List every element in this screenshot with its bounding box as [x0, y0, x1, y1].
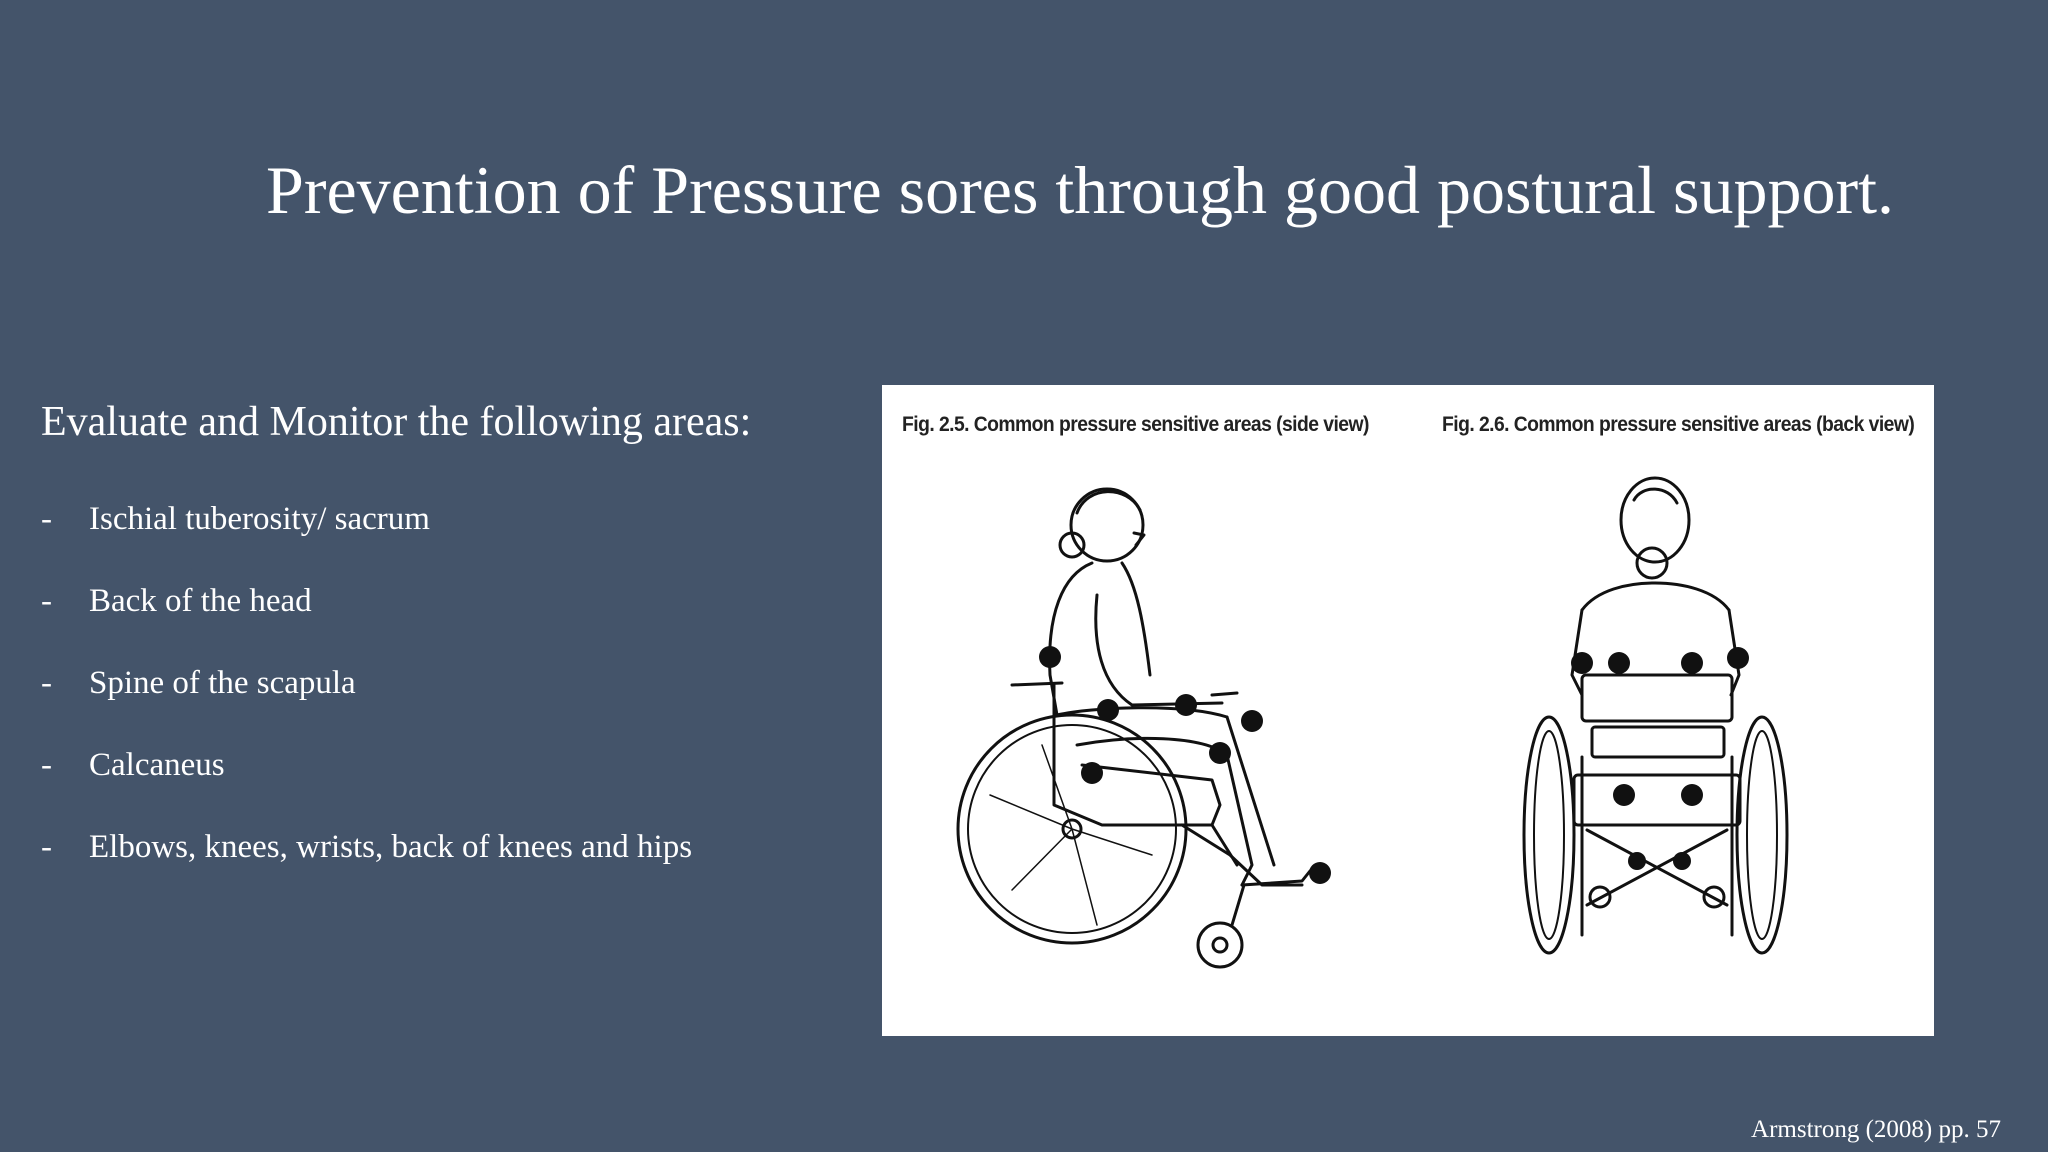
figure-caption-side-view: Fig. 2.5. Common pressure sensitive areas (side view) [902, 413, 1369, 436]
bullet-text: Elbows, knees, wrists, back of knees and hips [89, 829, 693, 865]
pressure-point-right-elbow [1727, 647, 1749, 669]
back-view-wheelchair-illustration [1524, 478, 1787, 953]
pressure-point-left-heel [1628, 852, 1646, 870]
bullet-list [41, 494, 692, 904]
pressure-point-left-ischial [1613, 784, 1635, 806]
pressure-point-right-heel [1673, 852, 1691, 870]
pressure-point-left-scapula [1608, 652, 1630, 674]
pressure-point-elbow [1097, 699, 1119, 721]
figure-caption-back-view: Fig. 2.6. Common pressure sensitive areas (back view) [1442, 413, 1915, 436]
right-rear-wheel-icon [1737, 717, 1787, 953]
pressure-point-left-elbow [1571, 652, 1593, 674]
intro-text: Evaluate and Monitor the following areas: [41, 399, 752, 445]
bullet-dash: - [41, 829, 52, 865]
slide-title: Prevention of Pressure sores through good postural support. [266, 152, 1895, 228]
pressure-point-right-ischial [1681, 784, 1703, 806]
pressure-point-back-of-knee [1209, 742, 1231, 764]
left-rear-wheel-icon [1524, 717, 1574, 953]
pressure-point-knee [1241, 710, 1263, 732]
wheelchair-illustrations [882, 385, 1934, 1036]
pressure-point-right-scapula [1681, 652, 1703, 674]
bullet-text: Spine of the scapula [89, 665, 356, 701]
pressure-point-hip [1081, 762, 1103, 784]
bullet-item [41, 658, 692, 740]
citation: Armstrong (2008) pp. 57 [1751, 1116, 2001, 1143]
bullet-text: Ischial tuberosity/ sacrum [89, 501, 430, 537]
figure-panel [882, 385, 1934, 1036]
bullet-dash: - [41, 583, 52, 619]
pressure-point-shoulder [1039, 646, 1061, 668]
bullet-item [41, 576, 692, 658]
bullet-item [41, 822, 692, 904]
bullet-dash: - [41, 501, 52, 537]
caster-wheel-icon [1198, 923, 1242, 967]
bullet-text: Back of the head [89, 583, 312, 619]
bullet-item [41, 494, 692, 576]
pressure-point-heel [1309, 862, 1331, 884]
backrest-icon [1582, 675, 1732, 721]
bullet-dash: - [41, 665, 52, 701]
bullet-item [41, 740, 692, 822]
bullet-dash: - [41, 747, 52, 783]
bullet-text: Calcaneus [89, 747, 225, 783]
pressure-point-wrist [1175, 694, 1197, 716]
